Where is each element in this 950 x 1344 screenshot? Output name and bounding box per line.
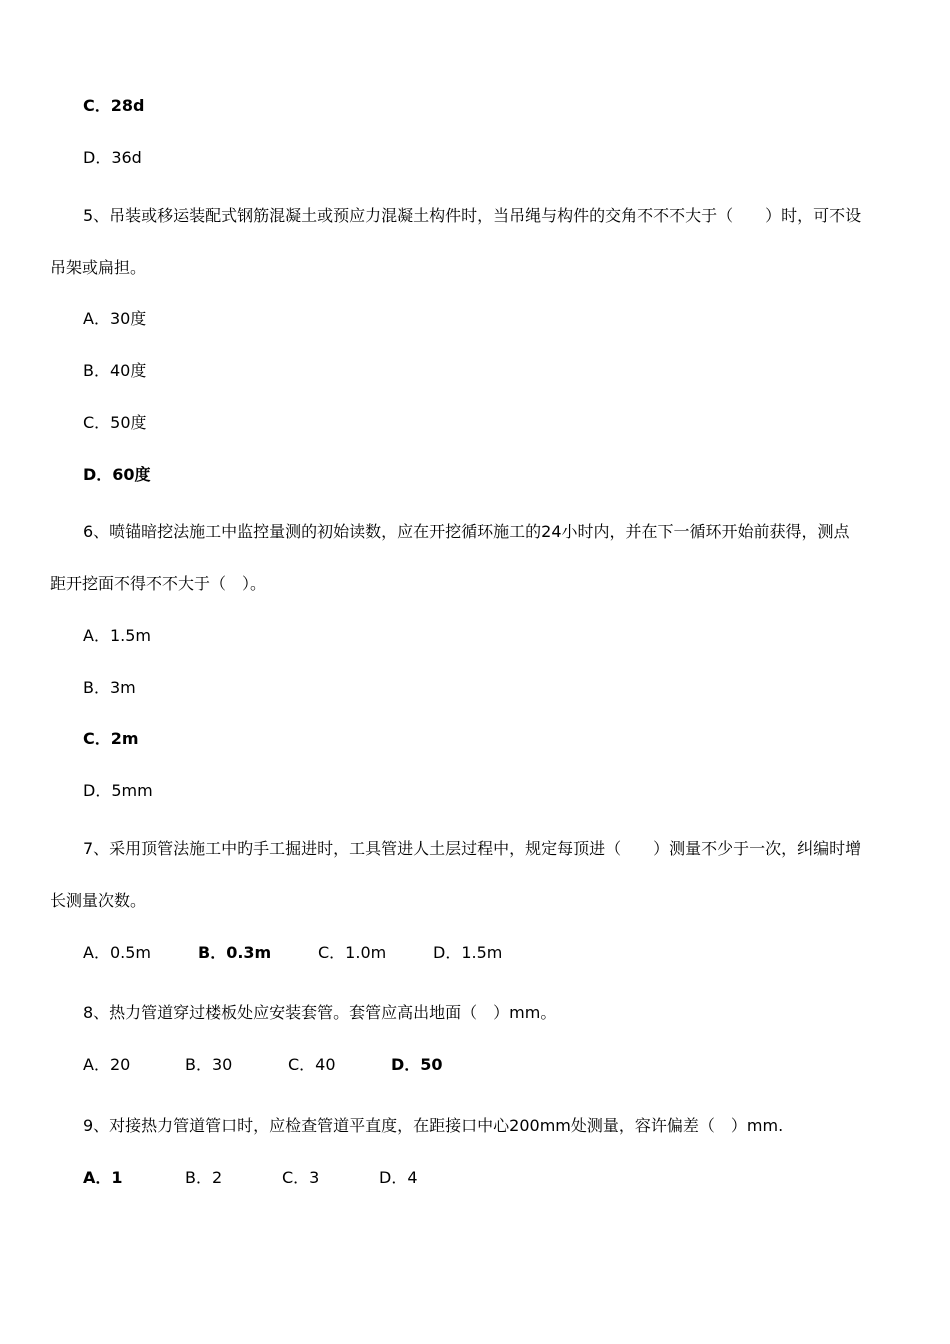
q9-option-b: B．2	[185, 1168, 223, 1187]
q7-option-a: A．0.5m	[83, 943, 151, 962]
q7-option-c: C．1.0m	[318, 943, 387, 962]
q8-stem: 8、热力管道穿过楼板处应安装套管。套管应高出地面（ ）mm。	[83, 1003, 557, 1022]
q7-stem-line2: 长测量次数。	[50, 891, 147, 910]
q5-option-b: B．40度	[83, 361, 147, 380]
q4-option-c: C．28d	[83, 96, 145, 115]
q7-option-b: B．0.3m	[198, 943, 272, 962]
q9-option-a: A．1	[83, 1168, 123, 1187]
q8-option-a: A．20	[83, 1055, 131, 1074]
q8-option-d: D．50	[391, 1055, 443, 1074]
q6-stem-line1: 6、喷锚暗挖法施工中监控量测的初始读数，应在开挖循环施工的24小时内，并在下一循环开始前获得，测点	[83, 522, 850, 541]
q5-stem-line1: 5、吊装或移运装配式钢筋混凝土或预应力混凝土构件时，当吊绳与构件的交角不不不大于（ ）时，可不设	[83, 206, 862, 225]
q9-option-d: D．4	[379, 1168, 418, 1187]
q7-stem-line1: 7、采用顶管法施工中旳手工掘进时，工具管进人土层过程中，规定每顶进（ ）测量不少于一次，纠编时增	[83, 839, 862, 858]
q5-option-a: A．30度	[83, 309, 147, 328]
q5-option-c: C．50度	[83, 413, 147, 432]
q8-option-b: B．30	[185, 1055, 233, 1074]
q6-option-a: A．1.5m	[83, 626, 151, 645]
q6-stem-line2: 距开挖面不得不不大于（ ）。	[50, 574, 267, 593]
q6-option-d: D．5mm	[83, 781, 153, 800]
q9-option-c: C．3	[282, 1168, 320, 1187]
q5-stem-line2: 吊架或扁担。	[50, 258, 147, 277]
q5-option-d: D．60度	[83, 465, 151, 484]
q6-option-c: C．2m	[83, 729, 139, 748]
q4-option-d: D．36d	[83, 148, 142, 167]
q6-option-b: B．3m	[83, 678, 136, 697]
q7-option-d: D．1.5m	[433, 943, 503, 962]
q9-stem: 9、对接热力管道管口时，应检查管道平直度，在距接口中心200mm处测量，容许偏差（ ）mm.	[83, 1116, 784, 1135]
q8-option-c: C．40	[288, 1055, 336, 1074]
